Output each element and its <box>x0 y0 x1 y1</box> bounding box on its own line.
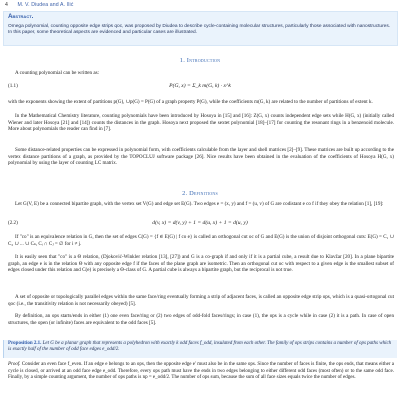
paragraph: If "co" is an equivalence relation in G, then the set of edges C(G) = {f ∈ E(G) | f co e} is called an orthogonal cut oc of G and E(G) is the union of disjoint orthogonal cuts: E(G) = C₁ ∪ C₂ ∪ ... ∪ Cₖ, Cᵢ ∩ Cⱼ = ∅ for i ≠ j. <box>8 234 394 247</box>
running-header <box>5 2 73 8</box>
intro-sentence: A counting polynomial can be written as: <box>15 70 100 76</box>
paragraph: A set of opposite or topologically parallel edges within the same face/ring eventually forming a strip of adjacent faces, is called an opposite edge strip ops, which is a quasi-ortogonal cut qoc (i.e., the transitivity relation is not necessarily obeyed) [5]. <box>8 294 394 307</box>
paragraph: with the exponents showing the extent of partitions p(G), ∪p(G) = P(G) of a graph property P(G), while the coefficients m(G, k) are related to the number of partitions of extent k. <box>8 99 373 105</box>
proposition <box>8 341 395 354</box>
proposition-text: Let G be a planar graph that represents a polyhedron with exactly k odd faces f_odd, insulated from each other. The family of ops strips contains a number of ops paths which is exactly half of the number of odd face edges e_odd/2. <box>8 341 392 353</box>
paragraph: It is easily seen that "co" is a Θ relation, (Djoković-Winkler relation [13], [27]) and G is a co-graph if and only if it is a partial cube, a result due to Klavžar [20]. In a plane bipartite graph, an edge e is in the relation Θ with any opposite edge f if the faces of the plane graph are isometric. Then an orthogonal cut oc with respect to a given edge is the smallest subset of edges closed under this relation and C(e) is precisely a Θ-class of G. A partial cube is always a bipartite graph, but the reciprocal is not true. <box>8 254 394 274</box>
proposition-box <box>3 340 397 358</box>
proof-text: Consider an even face f_even. If an edge e belongs to an ops, then the opposite edge e' must also be in the same ops. Since the number of faces is finite, the ops ends, that means either a cycle is closed, or arrived at an odd face edge e_odd. Therefore, every ops path must have the ends in two edges belonging to either different odd faces (most often) or to the same odd face. Finally, by a simple counting argument, the number of ops paths is np = e_odd/2. The number of ops sum, because the sum of all face sizes equals twice the number of edges. <box>8 362 394 380</box>
section-title-definitions: 2. Definitions <box>182 190 218 197</box>
proof <box>8 362 394 382</box>
running-authors: M. V. Diudea and A. Ilić <box>17 2 74 8</box>
abstract-box <box>3 11 398 46</box>
proposition-label: Proposition 2.1. <box>8 341 42 346</box>
proof-label: Proof. <box>8 362 21 367</box>
page-number: 4 <box>5 2 8 8</box>
equation-number: (2.2) <box>8 220 18 226</box>
paragraph: By definition, an ops starts/ends in either (1) one even face/ring or (2) two edges of odd-fold faces/rings; in case (1), the ops is a cycle while in case (2) it is a path. In case of open structures, the open (or infinite) faces are equivalent to the odd faces [5]. <box>8 313 394 326</box>
paragraph: Some distance-related properties can be expressed in polynomial form, with coefficients calculable from the layer and shell matrices [2]–[9]. These matrices are built up according to the vertex distance partitions of a graph, as provided by the TOPOCLUJ software package [26]. Nice results have been obtained in the evaluation of the coefficients of Hosoya H(G, x) polynomial by using the layer of counting LC matrix. <box>8 147 394 167</box>
equation-body: P(G, x) = Σ_k m(G, k) · x^k <box>169 83 231 89</box>
abstract-text: Omega polynomial, counting opposite edge strips qoc, was proposed by Diudea to describe cycle-containing molecular structures, particularly those associated with nanostructures. In this paper, some theoretical aspects are evidenced and particular cases are illustrated. <box>8 24 391 36</box>
equation-body: d(v, x) = d(v, y) + 1 = d(u, x) + 1 = d(u, y) <box>152 220 248 226</box>
paragraph: In the Mathematical Chemistry literature, counting polynomials have been introduced by Hosoya in [15] and [16]: Z(G, x) counts independent edge sets while H(G, x) (initially called Wiener and later Hosoya [21] and [14]) counts the distances in the graph. Hosoya next proposed the sextet polynomial [18]–[17] for counting the resonant rings in a benzenoid molecule. More about polynomials the reader can find in [7]. <box>8 113 394 133</box>
equation-number: (1.1) <box>8 83 18 89</box>
section-title-introduction: 1. Introduction <box>179 57 221 64</box>
paragraph: Let G(V, E) be a connected bipartite graph, with the vertex set V(G) and edge set E(G). Two edges e = (x, y) and f = (u, v) of G are codistant e co f if they obey the relation [1], [19]: <box>15 201 384 207</box>
abstract-title: Abstract. <box>8 13 34 20</box>
